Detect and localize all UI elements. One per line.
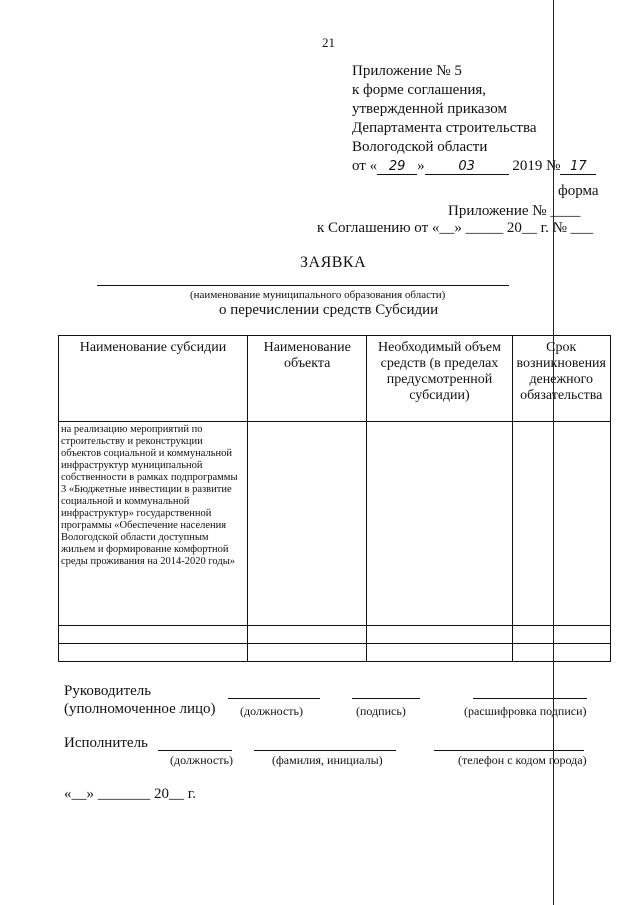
subsidy-table bbox=[58, 335, 611, 662]
handwritten-month: 03 bbox=[425, 159, 509, 175]
phone-caption: (телефон с кодом города) bbox=[458, 753, 587, 767]
header-obligation-term: Срок возникновения денежного обязательства bbox=[512, 336, 611, 422]
date-mid: » bbox=[417, 158, 425, 174]
subsidy-description-cell bbox=[59, 422, 248, 626]
subsidy-description: на реализацию мероприятий по строительству и реконструкции объектов социальной и коммунальной инфраструктур муниципальной собственности в рамках подпрограммы 3 «Бюджетные инвестиции в развитие социальной и коммунальной инфраструктур» государственной программы «Обеспечение населения Вологодской области доступным жильем и формирование комфортной среды проживания на 2014-2020 годы» bbox=[61, 424, 238, 567]
date-year-text: 2019 № bbox=[512, 158, 561, 174]
date-footer: «__» _______ 20__ г. bbox=[64, 786, 196, 802]
fio-caption: (фамилия, инициалы) bbox=[272, 753, 383, 767]
appendix-label: Приложение № ____ bbox=[448, 203, 581, 219]
approval-line-2: к форме соглашения, bbox=[352, 82, 487, 98]
table-cell bbox=[367, 422, 512, 626]
head-label-line1: Руководитель bbox=[64, 683, 152, 699]
executor-phone-line bbox=[434, 750, 584, 751]
header-required-amount: Необходимый объем средств (в пределах предусмотренной субсидии) bbox=[367, 336, 512, 422]
table-cell bbox=[59, 644, 248, 662]
municipality-caption: (наименование муниципального образования области) bbox=[190, 289, 446, 301]
head-position-line bbox=[228, 698, 320, 699]
header-subsidy-name: Наименование субсидии bbox=[59, 336, 248, 422]
handwritten-day: 29 bbox=[377, 159, 417, 175]
date-prefix: от « bbox=[352, 158, 378, 174]
approval-date-line bbox=[352, 157, 596, 176]
table-cell bbox=[512, 626, 611, 644]
table-cell bbox=[367, 626, 512, 644]
table-cell bbox=[59, 626, 248, 644]
approval-line-3: утвержденной приказом bbox=[352, 101, 508, 117]
forma-label: форма bbox=[558, 183, 599, 199]
signature-caption: (подпись) bbox=[356, 704, 406, 718]
table-row bbox=[59, 626, 611, 644]
table-cell bbox=[512, 422, 611, 626]
executor-position-line bbox=[158, 750, 232, 751]
head-decoding-line bbox=[473, 698, 587, 699]
approval-line-1: Приложение № 5 bbox=[352, 63, 462, 79]
table-cell bbox=[247, 644, 366, 662]
position-caption: (должность) bbox=[240, 704, 303, 718]
approval-block bbox=[352, 62, 596, 176]
approval-line-4: Департамента строительства bbox=[352, 120, 537, 136]
approval-line-5: Вологодской области bbox=[352, 139, 488, 155]
decoding-caption: (расшифровка подписи) bbox=[464, 704, 587, 718]
table-row bbox=[59, 644, 611, 662]
agreement-line: к Соглашению от «__» _____ 20__ г. № ___ bbox=[317, 220, 594, 236]
executor-label: Исполнитель bbox=[64, 735, 148, 751]
table-cell bbox=[512, 644, 611, 662]
table-cell bbox=[247, 422, 366, 626]
municipality-underline bbox=[97, 285, 509, 286]
head-signature-line bbox=[352, 698, 420, 699]
table-cell bbox=[247, 626, 366, 644]
document-title: ЗАЯВКА bbox=[300, 254, 367, 271]
table-header-row bbox=[59, 336, 611, 422]
head-label-line2: (уполномоченное лицо) bbox=[64, 701, 216, 717]
exec-position-caption: (должность) bbox=[170, 753, 233, 767]
handwritten-number: 17 bbox=[560, 159, 596, 175]
page-number: 21 bbox=[322, 35, 335, 50]
header-object-name: Наименование объекта bbox=[247, 336, 366, 422]
scan-fold-line bbox=[553, 0, 554, 905]
table-cell bbox=[367, 644, 512, 662]
purpose-line: о перечислении средств Субсидии bbox=[219, 302, 439, 318]
executor-fio-line bbox=[254, 750, 396, 751]
table-row bbox=[59, 422, 611, 626]
